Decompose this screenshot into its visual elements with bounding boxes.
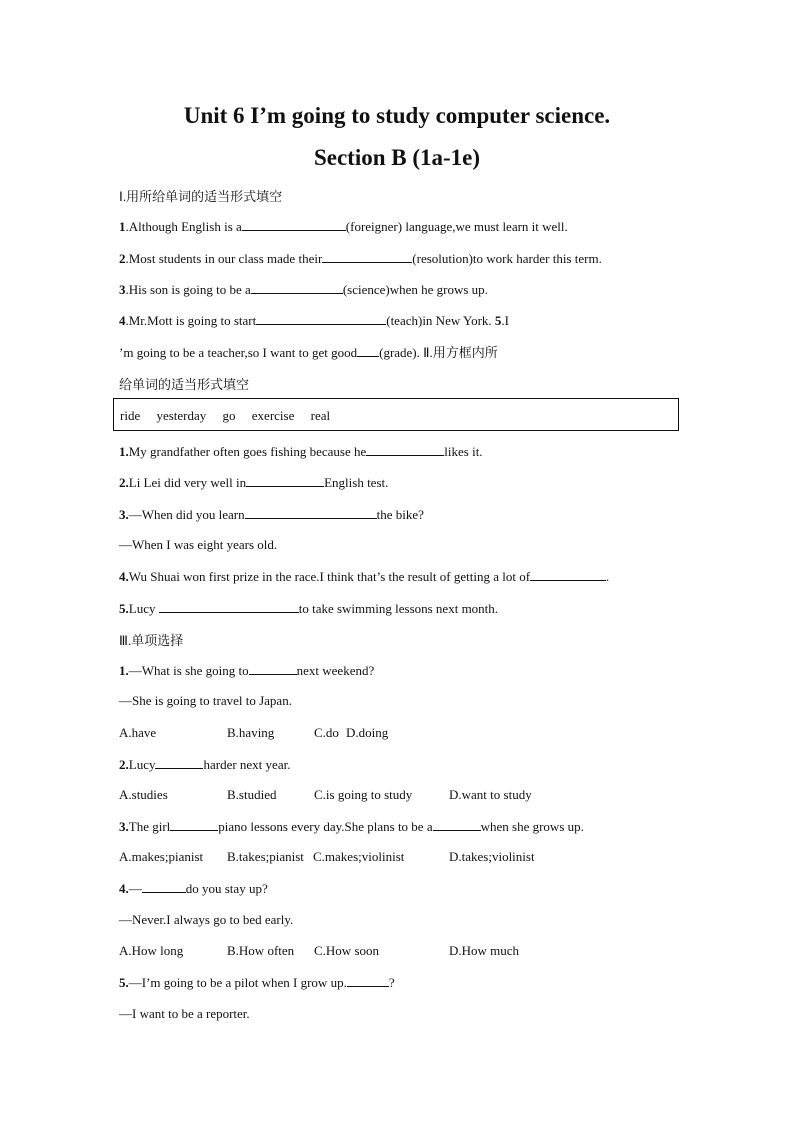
option-d[interactable]: D.takes;violinist [449, 849, 535, 864]
word-item: yesterday [156, 408, 207, 423]
part2-question-4: 4.Wu Shuai won first prize in the race.I think that’s the result of getting a lot of . [119, 569, 610, 584]
word-item: exercise [251, 408, 295, 423]
part1-question-4: 4.Mr.Mott is going to start (teach)in New York. 5.I [119, 313, 509, 328]
word-box [113, 398, 679, 431]
answer-blank[interactable] [347, 974, 389, 987]
answer-blank[interactable] [155, 756, 203, 769]
answer-blank[interactable] [366, 443, 444, 456]
page-subtitle: Section B (1a-1e) [313, 145, 481, 170]
section-heading-2: 给单词的适当形式填空 [119, 377, 250, 392]
option-d[interactable]: D.want to study [449, 787, 532, 802]
option-c[interactable]: C.makes;violinist [313, 849, 405, 864]
part1-question-3: 3.His son is going to be a (science)when he grows up. [119, 282, 488, 297]
answer-blank[interactable] [530, 568, 606, 581]
option-a[interactable]: A.How long [119, 943, 184, 958]
answer-blank[interactable] [170, 818, 218, 831]
option-c[interactable]: C.is going to study [314, 787, 413, 802]
part2-question-5: 5.Lucy to take swimming lessons next month. [119, 601, 499, 616]
answer-blank[interactable] [249, 662, 297, 675]
part3-answer-1: —She is going to travel to Japan. [119, 693, 292, 708]
word-item: real [310, 408, 331, 423]
option-b[interactable]: B.How often [227, 943, 295, 958]
option-b[interactable]: B.takes;pianist [227, 849, 304, 864]
section-heading-1: Ⅰ.用所给单词的适当形式填空 [119, 189, 283, 204]
part2-question-1: 1.My grandfather often goes fishing because he likes it. [119, 444, 483, 459]
part3-question-5: 5.—I’m going to be a pilot when I grow up. ? [119, 975, 395, 990]
option-c[interactable]: C.do [314, 725, 339, 740]
answer-blank[interactable] [251, 281, 343, 294]
part3-question-4: 4.— do you stay up? [119, 881, 268, 896]
part1-question-5: ’m going to be a teacher,so I want to get good (grade). Ⅱ.用方框内所 [119, 345, 498, 360]
part3-answer-5: —I want to be a reporter. [119, 1006, 250, 1021]
answer-blank[interactable] [245, 506, 377, 519]
option-c[interactable]: C.How soon [314, 943, 380, 958]
option-b[interactable]: B.having [227, 725, 275, 740]
part2-question-2: 2.Li Lei did very well in English test. [119, 475, 389, 490]
answer-blank[interactable] [159, 600, 299, 613]
answer-blank[interactable] [142, 880, 186, 893]
part3-answer-4: —Never.I always go to bed early. [119, 912, 294, 927]
part1-question-1: 1.Although English is a (foreigner) language,we must learn it well. [119, 219, 568, 234]
section-heading-3: Ⅲ.单项选择 [119, 633, 184, 648]
option-a[interactable]: A.makes;pianist [119, 849, 204, 864]
option-a[interactable]: A.studies [119, 787, 168, 802]
page-title: Unit 6 I’m going to study computer science. [183, 103, 611, 128]
option-a[interactable]: A.have [119, 725, 157, 740]
word-item: go [222, 408, 236, 423]
option-d[interactable]: D.doing [346, 725, 389, 740]
answer-blank[interactable] [433, 818, 481, 831]
answer-blank[interactable] [322, 250, 412, 263]
answer-blank[interactable] [246, 474, 324, 487]
answer-blank[interactable] [242, 218, 346, 231]
part2-answer-3: —When I was eight years old. [119, 537, 278, 552]
option-d[interactable]: D.How much [449, 943, 520, 958]
part3-question-1: 1.—What is she going to next weekend? [119, 663, 375, 678]
part2-question-3: 3.—When did you learn the bike? [119, 507, 424, 522]
part3-question-3: 3.The girl piano lessons every day.She plans to be a when she grows up. [119, 819, 584, 834]
answer-blank[interactable] [256, 312, 386, 325]
word-list [120, 408, 343, 424]
part3-question-2: 2.Lucy harder next year. [119, 757, 291, 772]
answer-blank[interactable] [357, 344, 379, 357]
part1-question-2: 2.Most students in our class made their (resolution)to work harder this term. [119, 251, 602, 266]
option-b[interactable]: B.studied [227, 787, 277, 802]
word-item: ride [120, 408, 141, 423]
